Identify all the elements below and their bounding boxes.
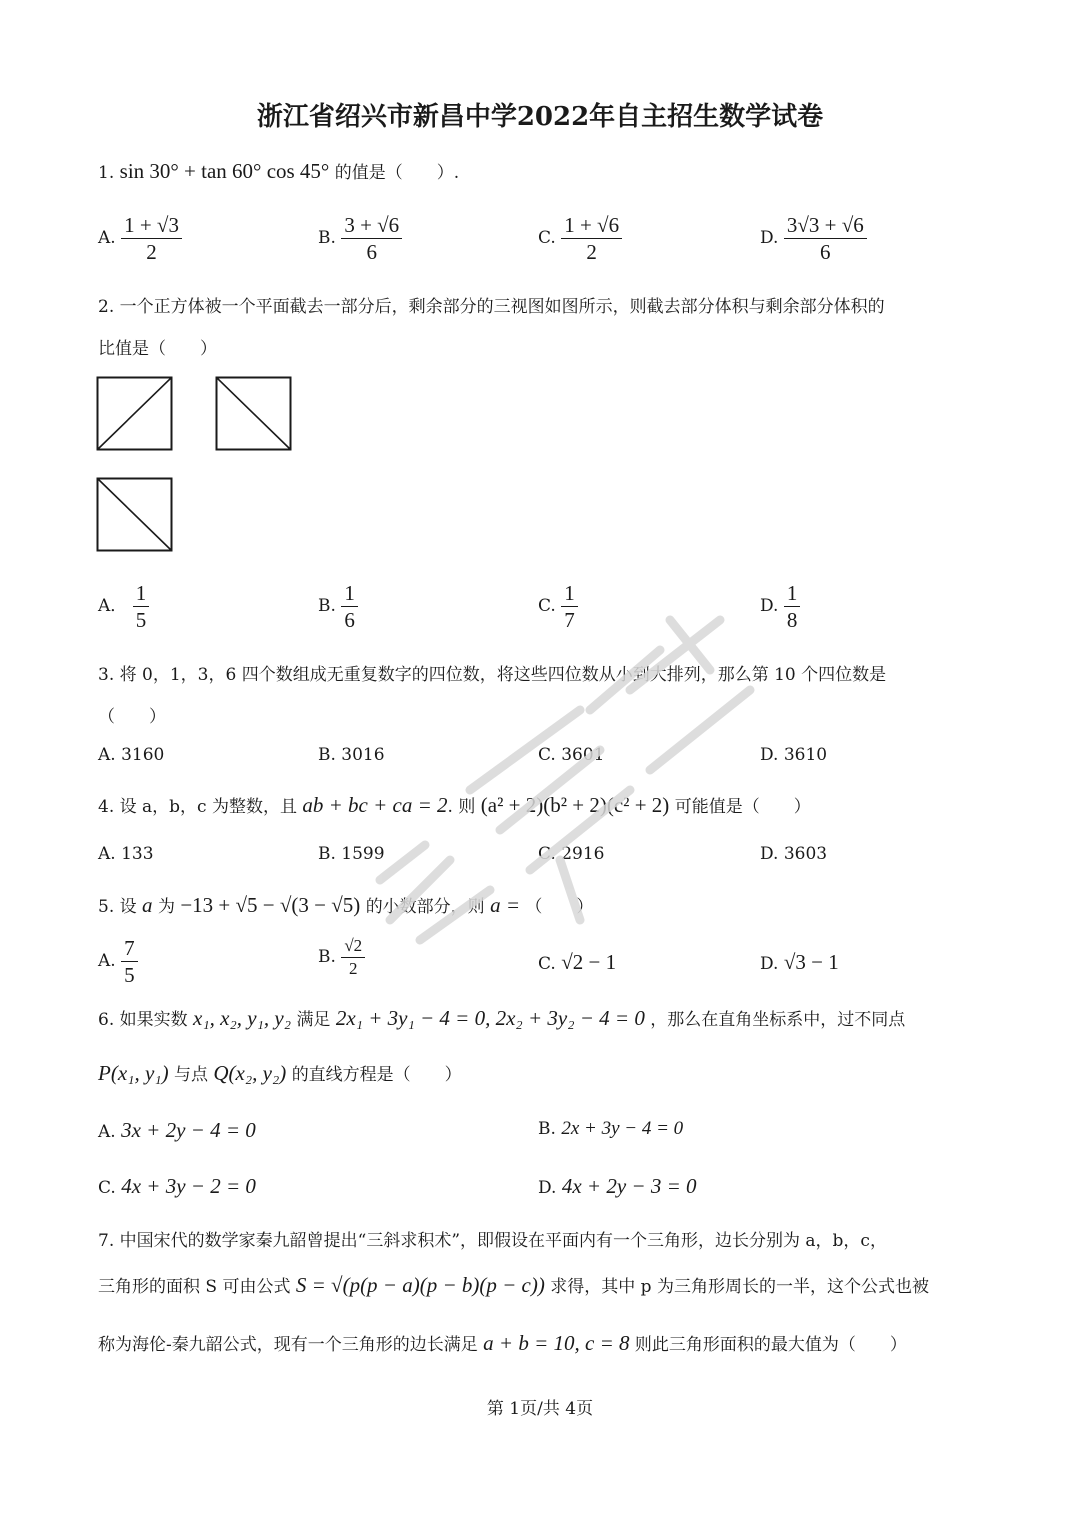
fraction-denominator: 5 bbox=[124, 963, 135, 987]
question-7-line-3 bbox=[98, 1330, 907, 1356]
q7-text: 称为海伦-秦九韶公式，现有一个三角形的边长满足 bbox=[98, 1335, 478, 1355]
option-fraction bbox=[784, 212, 867, 265]
top-view-diagram bbox=[96, 477, 174, 553]
question-7-line-1: 7. 中国宋代的数学家秦九韶曾提出“三斜求积术”，即假设在平面内有一个三角形，边长分别为 a，b，c， bbox=[98, 1231, 887, 1251]
fraction-denominator: 6 bbox=[366, 240, 377, 264]
question-number: 1. bbox=[98, 163, 115, 183]
q7-condition: a + b = 10, c = 8 bbox=[483, 1331, 630, 1355]
q5-ask: a = bbox=[490, 893, 521, 917]
fraction-numerator: 1 bbox=[784, 580, 801, 607]
option-fraction bbox=[341, 935, 365, 980]
q7-text: 三角形的面积 S 可由公式 bbox=[98, 1277, 291, 1297]
question-6-line-1 bbox=[98, 1005, 905, 1031]
q5-expression: −13 + √5 − √(3 − √5) bbox=[180, 893, 361, 917]
option-equation: 4x + 3y − 2 = 0 bbox=[121, 1174, 256, 1198]
q7-formula: S = √(p(p − a)(p − b)(p − c)) bbox=[295, 1273, 545, 1297]
option-fraction bbox=[784, 580, 801, 633]
fraction-denominator: 7 bbox=[564, 608, 575, 632]
q3-option-d[interactable]: D. 3610 bbox=[760, 745, 828, 765]
fraction-numerator: 3 + √6 bbox=[341, 212, 402, 239]
option-fraction bbox=[133, 580, 150, 633]
option-label: B. bbox=[318, 228, 336, 248]
option-fraction bbox=[561, 212, 622, 265]
option-label: A. bbox=[98, 1122, 116, 1142]
option-equation: 2x + 3y − 4 = 0 bbox=[561, 1118, 684, 1139]
fraction-numerator: 1 bbox=[341, 580, 358, 607]
option-label: C. bbox=[538, 228, 556, 248]
q5-variable: a bbox=[142, 893, 153, 917]
q1-option-d[interactable] bbox=[760, 212, 867, 265]
option-label: B. bbox=[538, 1119, 556, 1139]
fraction-denominator: 8 bbox=[786, 608, 798, 632]
question-1-stem bbox=[98, 158, 459, 184]
fraction-numerator: √2 bbox=[341, 935, 365, 958]
option-label: D. bbox=[760, 596, 779, 616]
option-equation: 3x + 2y − 4 = 0 bbox=[121, 1118, 256, 1142]
q6-text: 的直线方程是（ ） bbox=[291, 1065, 462, 1085]
question-2-line-1: 2. 一个正方体被一个平面截去一部分后，剩余部分的三视图如图所示，则截去部分体积与剩余部分体积的 bbox=[98, 297, 885, 317]
q6-option-c[interactable] bbox=[98, 1174, 256, 1199]
q6-point-q: Q(x₂, y₂) bbox=[213, 1061, 287, 1085]
q5-option-b[interactable] bbox=[318, 935, 365, 980]
q4-text: . 则 bbox=[447, 797, 476, 817]
q4-option-d[interactable]: D. 3603 bbox=[760, 844, 828, 864]
q6-option-a[interactable] bbox=[98, 1118, 256, 1143]
question-7-line-2 bbox=[98, 1272, 929, 1298]
q1-option-c[interactable] bbox=[538, 212, 622, 265]
option-label: A. bbox=[98, 951, 116, 971]
q6-text: 满足 bbox=[296, 1010, 331, 1030]
question-5-stem bbox=[98, 892, 593, 918]
option-fraction bbox=[121, 212, 182, 265]
q1-stem-text: 的值是（ ）. bbox=[334, 163, 460, 183]
option-equation: 4x + 2y − 3 = 0 bbox=[561, 1174, 697, 1198]
q4-option-b[interactable]: B. 1599 bbox=[318, 844, 385, 864]
option-fraction bbox=[561, 580, 578, 633]
fraction-denominator: 2 bbox=[348, 959, 358, 978]
page-footer: 第 1页/共 4页 bbox=[486, 1399, 594, 1419]
q4-option-c[interactable]: C. 2916 bbox=[538, 844, 605, 864]
option-label: B. bbox=[318, 596, 336, 616]
q3-option-a[interactable]: A. 3160 bbox=[98, 745, 165, 765]
fraction-denominator: 5 bbox=[135, 608, 147, 632]
q5-text: 的小数部分，则 bbox=[365, 897, 485, 917]
fraction-denominator: 6 bbox=[820, 240, 831, 264]
q5-option-c[interactable] bbox=[538, 950, 616, 975]
side-view-diagram bbox=[215, 376, 293, 452]
option-fraction bbox=[121, 935, 138, 988]
page-title: 浙江省绍兴市新昌中学2022年自主招生数学试卷 bbox=[256, 102, 824, 132]
question-3-line-2: （ ） bbox=[98, 707, 166, 727]
fraction-numerator: 3√3 + √6 bbox=[784, 212, 867, 239]
q2-option-a[interactable] bbox=[98, 580, 149, 633]
q6-option-b[interactable] bbox=[538, 1118, 683, 1140]
q4-expression: (a² + 2)(b² + 2)(c² + 2) bbox=[480, 793, 670, 817]
q1-expression: sin 30° + tan 60° cos 45° bbox=[119, 159, 330, 183]
fraction-numerator: 7 bbox=[121, 935, 138, 962]
q3-option-b[interactable]: B. 3016 bbox=[318, 745, 385, 765]
question-3-line-1: 3. 将 0，1，3，6 四个数组成无重复数字的四位数，将这些四位数从小到大排列，那么第 10 个四位数是 bbox=[98, 665, 887, 685]
q7-text: 求得，其中 p 为三角形周长的一半，这个公式也被 bbox=[550, 1277, 929, 1297]
q2-option-c[interactable] bbox=[538, 580, 578, 633]
option-label: D. bbox=[760, 228, 779, 248]
q1-option-a[interactable] bbox=[98, 212, 182, 265]
option-label: C. bbox=[98, 1178, 116, 1198]
option-label: C. bbox=[538, 596, 556, 616]
q7-text: 则此三角形面积的最大值为（ ） bbox=[634, 1335, 907, 1355]
option-fraction bbox=[341, 212, 402, 265]
q2-option-b[interactable] bbox=[318, 580, 358, 633]
q5-text: 为 bbox=[157, 897, 175, 917]
q6-text: 与点 bbox=[173, 1065, 208, 1085]
fraction-denominator: 2 bbox=[586, 240, 597, 264]
option-label: B. bbox=[318, 947, 336, 967]
q3-option-c[interactable]: C. 3601 bbox=[538, 745, 605, 765]
q1-option-b[interactable] bbox=[318, 212, 402, 265]
q4-option-a[interactable]: A. 133 bbox=[98, 844, 154, 864]
fraction-denominator: 6 bbox=[344, 608, 355, 632]
option-fraction bbox=[341, 580, 358, 633]
q5-text: （ ） bbox=[525, 897, 594, 917]
front-view-diagram bbox=[96, 376, 174, 452]
fraction-denominator: 2 bbox=[146, 240, 157, 264]
option-label: A． bbox=[98, 596, 128, 616]
fraction-numerator: 1 + √6 bbox=[561, 212, 622, 239]
fraction-numerator: 1 bbox=[561, 580, 578, 607]
option-label: C. bbox=[538, 954, 556, 974]
q6-equations: 2x₁ + 3y₁ − 4 = 0, 2x₂ + 3y₂ − 4 = 0 bbox=[335, 1006, 645, 1030]
q5-text: 5. 设 bbox=[98, 897, 137, 917]
q5-option-d[interactable] bbox=[760, 950, 839, 975]
q4-condition: ab + bc + ca = 2 bbox=[302, 793, 448, 817]
option-label: D. bbox=[760, 954, 779, 974]
q4-text: 可能值是（ ） bbox=[674, 797, 811, 817]
question-6-line-2 bbox=[98, 1060, 462, 1086]
q6-option-d[interactable] bbox=[538, 1174, 697, 1199]
question-4-stem bbox=[98, 792, 811, 818]
q6-text: 6. 如果实数 bbox=[98, 1010, 188, 1030]
q6-variables: x₁, x₂, y₁, y₂ bbox=[193, 1006, 292, 1030]
question-2-line-2: 比值是（ ） bbox=[98, 339, 217, 359]
fraction-numerator: 1 bbox=[133, 580, 150, 607]
fraction-numerator: 1 + √3 bbox=[121, 212, 182, 239]
q6-text: ，那么在直角坐标系中，过不同点 bbox=[650, 1010, 906, 1030]
q5-option-a[interactable] bbox=[98, 935, 138, 988]
q4-text: 4. 设 a，b，c 为整数，且 bbox=[98, 797, 297, 817]
option-expression: √3 − 1 bbox=[783, 950, 839, 974]
option-expression: √2 − 1 bbox=[561, 950, 617, 974]
q2-option-d[interactable] bbox=[760, 580, 800, 633]
option-label: A. bbox=[98, 228, 116, 248]
q6-point-p: P(x₁, y₁) bbox=[98, 1061, 169, 1085]
option-label: D. bbox=[538, 1178, 557, 1198]
